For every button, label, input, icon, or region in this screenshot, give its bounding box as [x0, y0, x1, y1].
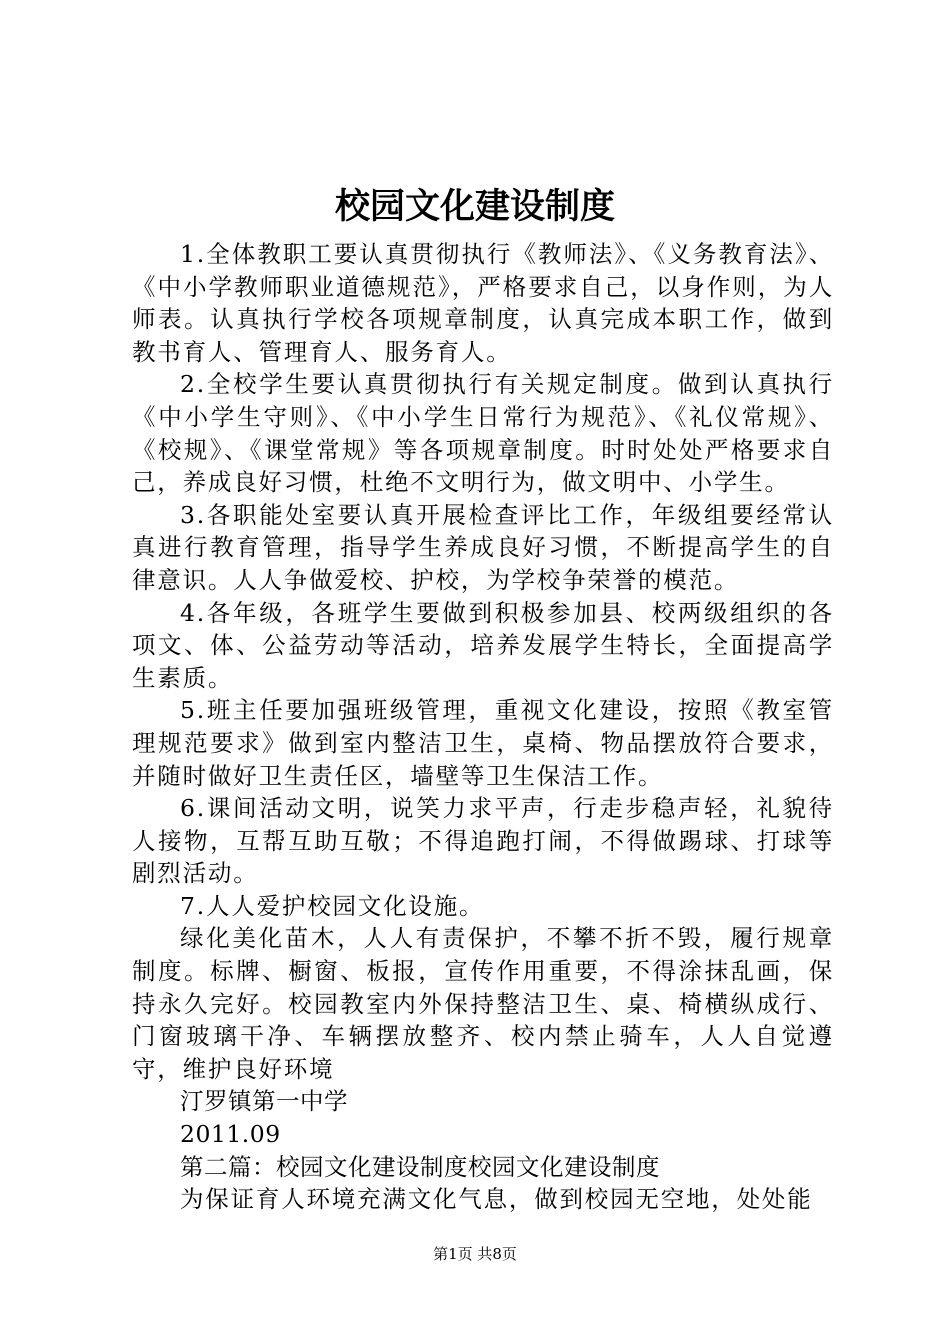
- paragraph-rule-3: 3.各职能处室要认真开展检查评比工作，年级组要经常认真进行教育管理，指导学生养成良好习惯，不断提高学生的自律意识。人人争做爱校、护校，为学校争荣誉的模范。: [132, 500, 834, 594]
- paragraph-rule-4: 4.各年级，各班学生要做到积极参加县、校两级组织的各项文、体、公益劳动等活动，培养发展学生特长，全面提高学生素质。: [132, 598, 834, 692]
- paragraph-rule-2: 2.全校学生要认真贯彻执行有关规定制度。做到认真执行《中小学生守则》、《中小学生日常行为规范》、《礼仪常规》、《校规》、《课堂常规》等各项规章制度。时时处处严格要求自己，养成良好习惯，杜绝不文明行为，做文明中、小学生。: [132, 370, 834, 497]
- paragraph-greening: 绿化美化苗木，人人有责保护，不攀不折不毁，履行规章制度。标牌、橱窗、板报，宣传作用重要，不得涂抹乱画，保持永久完好。校园教室内外保持整洁卫生、桌、椅横纵成行、门窗玻璃干净、车辆摆放整齐、校内禁止骑车，人人自觉遵守，维护良好环境: [132, 924, 834, 1083]
- paragraph-rule-5: 5.班主任要加强班级管理，重视文化建设，按照《教室管理规范要求》做到室内整洁卫生，桌椅、物品摆放符合要求，并随时做好卫生责任区，墙壁等卫生保洁工作。: [132, 696, 834, 790]
- signature-school: 汀罗镇第一中学: [180, 1087, 348, 1116]
- signature-date: 2011.09: [180, 1120, 281, 1149]
- document-body: [132, 238, 834, 1216]
- paragraph-rule-7: 7.人人爱护校园文化设施。: [180, 891, 485, 920]
- document-title: 校园文化建设制度: [334, 186, 615, 227]
- section-two-heading: 第二篇：校园文化建设制度校园文化建设制度: [180, 1152, 660, 1181]
- section-two-first-line: 为保证育人环境充满文化气息，做到校园无空地，处处能: [180, 1185, 813, 1214]
- paragraph-rule-6: 6.课间活动文明，说笑力求平声，行走步稳声轻，礼貌待人接物，互帮互助互敬；不得追跑打闹，不得做踢球、打球等剧烈活动。: [132, 794, 834, 888]
- page-footer: 第1页 共8页: [433, 1245, 517, 1263]
- paragraph-rule-1: 1.全体教职工要认真贯彻执行《教师法》、《义务教育法》、《中小学教师职业道德规范》，严格要求自己，以身作则，为人师表。认真执行学校各项规章制度，认真完成本职工作，做到教书育人、管理育人、服务育人。: [132, 240, 834, 366]
